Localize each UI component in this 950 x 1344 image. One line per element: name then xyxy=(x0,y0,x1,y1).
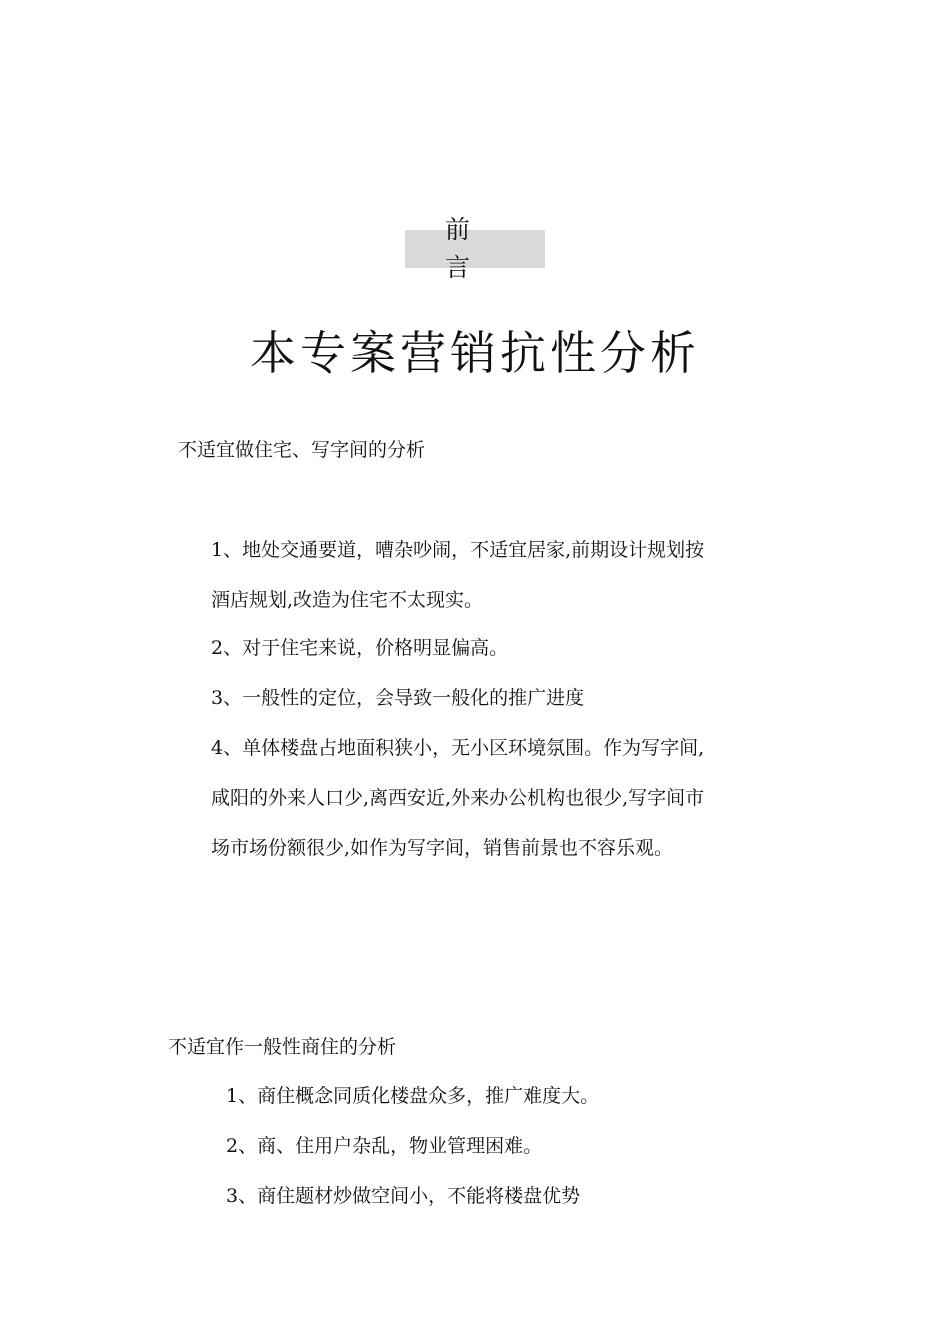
preface-label: 前言 xyxy=(445,215,511,282)
section2-line-3: 3、商住题材炒做空间小，不能将楼盘优势 xyxy=(226,1185,581,1207)
preface-label-box xyxy=(405,215,545,282)
main-title: 本专案营销抗性分析 xyxy=(250,326,700,380)
section2-line-1: 1、商住概念同质化楼盘众多，推广难度大。 xyxy=(226,1085,600,1107)
section2-line-2: 2、商、住用户杂乱，物业管理困难。 xyxy=(226,1135,543,1157)
section1-line-7: 场市场份额很少,如作为写字间，销售前景也不容乐观。 xyxy=(211,837,674,859)
section1-heading: 不适宜做住宅、写字间的分析 xyxy=(178,439,426,461)
section1-line-1: 1、地处交通要道，嘈杂吵闹，不适宜居家,前期设计规划按 xyxy=(211,539,705,561)
section2-heading: 不适宜作一般性商住的分析 xyxy=(168,1036,397,1058)
section1-line-5: 4、单体楼盘占地面积狭小，无小区环境氛围。作为写字间, xyxy=(211,737,705,759)
section1-line-4: 3、一般性的定位，会导致一般化的推广进度 xyxy=(211,687,585,709)
section1-line-6: 咸阳的外来人口少,离西安近,外来办公机构也很少,写字间市 xyxy=(211,787,705,809)
section1-line-2: 酒店规划,改造为住宅不太现实。 xyxy=(211,589,484,611)
section1-line-3: 2、对于住宅来说，价格明显偏高。 xyxy=(211,637,509,659)
